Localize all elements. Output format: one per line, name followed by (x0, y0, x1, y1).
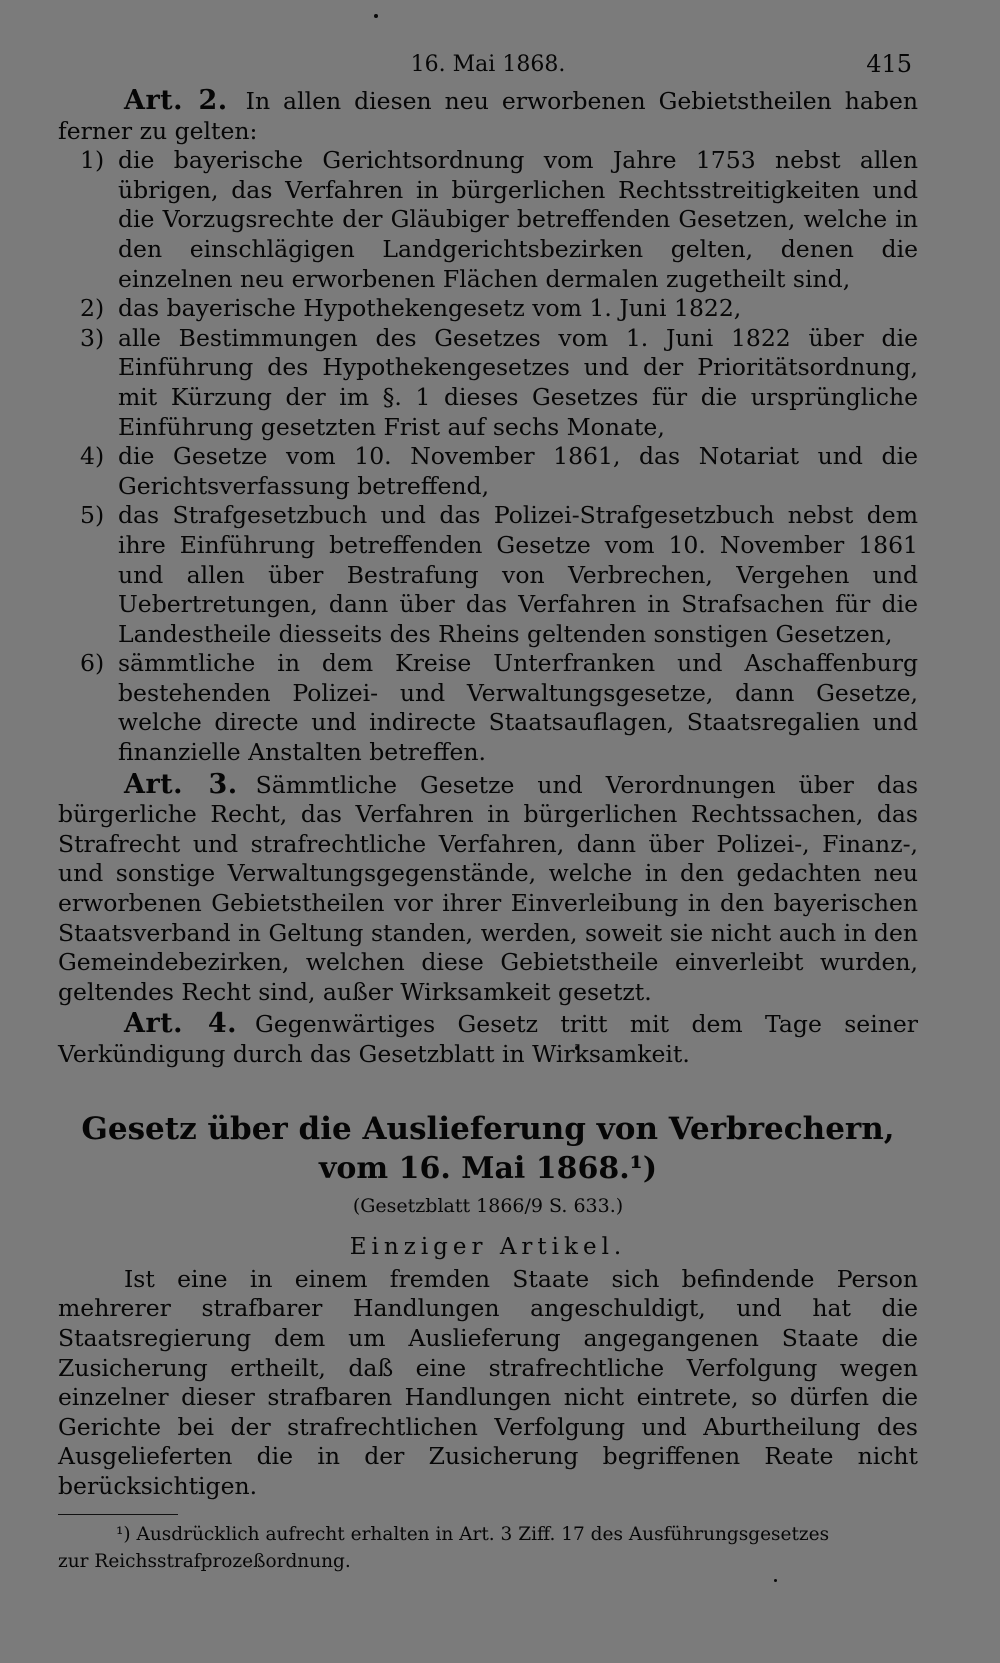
page-content (58, 44, 918, 1575)
article-3-label: Art. 3. (124, 768, 238, 800)
list-item (58, 324, 918, 442)
list-item-number: 6) (80, 649, 105, 678)
page-number: 415 (866, 50, 912, 78)
list-item (58, 294, 918, 324)
list-item-text: die Gesetze vom 10. November 1861, das Notariat und die Gerichtsverfassung betreffend, (118, 442, 918, 500)
article-4-text: Gegenwärtiges Gesetz tritt mit dem Tage seiner Verkündigung durch das Gesetzblatt in Wirksamkeit. (58, 1010, 918, 1068)
print-speck (374, 14, 378, 18)
list-item-number: 5) (80, 501, 105, 530)
list-item-text: das Strafgesetzbuch und das Polizei-Strafgesetzbuch nebst dem ihre Einführung betreffenden Gesetze vom 10. November 1861 und allen über Bestrafung von Verbrechen, Vergehen und Uebertretungen, dann über das Verfahren in Strafsachen für die Landestheile diesseits des Rheins geltenden sonstigen Gesetzen, (118, 501, 918, 648)
law-source-citation: (Gesetzblatt 1866/9 S. 633.) (352, 1194, 624, 1217)
article-4 (58, 1009, 918, 1069)
list-item (58, 146, 918, 294)
print-speck (774, 1579, 777, 1582)
footnote (58, 1521, 918, 1575)
footnote-line-1: ¹) Ausdrücklich aufrecht erhalten in Art. 3 Ziff. 17 des Ausführungsgesetzes (116, 1523, 830, 1545)
list-item-number: 3) (80, 323, 105, 352)
law-title-line-2: vom 16. Mai 1868.¹) (318, 1150, 658, 1186)
law-title (58, 1110, 918, 1188)
header-date: 16. Mai 1868. (410, 52, 566, 77)
list-item (58, 649, 918, 767)
list-item (58, 501, 918, 649)
footnote-line-2: zur Reichsstrafprozeßordnung. (58, 1550, 351, 1572)
list-item-number: 4) (80, 442, 105, 471)
law-title-line-1: Gesetz über die Auslieferung von Verbrechern, (81, 1110, 895, 1147)
footnote-divider (58, 1514, 178, 1515)
list-item-text: sämmtliche in dem Kreise Unterfranken und Aschaffenburg bestehenden Polizei- und Verwaltungsgesetze, dann Gesetze, welche directe und indirecte Staatsauflagen, Staatsregalien und finanzielle Anstalten betreffen. (118, 649, 918, 767)
list-item-text: das bayerische Hypothekengesetz vom 1. Juni 1822, (118, 294, 742, 323)
list-item (58, 442, 918, 501)
section-heading: Einziger Artikel. (349, 1234, 627, 1261)
list-item-text: die bayerische Gerichtsordnung vom Jahre 1753 nebst allen übrigen, das Verfahren in bürgerlichen Rechtsstreitigkeiten und die Vorzugsrechte der Gläubiger betreffenden Gesetzen, welche in den einschlägigen Landgerichtsbezirken gelten, denen die einzelnen neu erworbenen Flächen dermalen zugetheilt sind, (118, 146, 918, 293)
article-3-text: Sämmtliche Gesetze und Verordnungen über das bürgerliche Recht, das Verfahren in bürgerlichen Rechtssachen, das Strafrecht und strafrechtliche Verfahren, dann über Polizei-, Finanz-, und sonstige Verwaltungsgegenstände, welche in den gedachten neu erworbenen Gebietstheilen vor ihrer Einverleibung in den bayerischen Staatsverband in Geltung standen, werden, soweit sie nicht auch in den Gemeindebezirken, welchen diese Gebietstheile einverleibt wurden, geltendes Recht sind, außer Wirksamkeit gesetzt. (58, 770, 919, 1006)
article-2-intro-text: In allen diesen neu erworbenen Gebietstheilen haben ferner zu gelten: (58, 87, 918, 145)
running-header (58, 44, 918, 84)
article-3 (58, 770, 918, 1008)
article-2-list (58, 146, 918, 767)
list-item-number: 1) (80, 146, 105, 175)
list-item-text: alle Bestimmungen des Gesetzes vom 1. Juni 1822 über die Einführung des Hypothekengesetzes und der Prioritätsordnung, mit Kürzung der im §. 1 dieses Gesetzes für die ursprüngliche Einführung gesetzten Frist auf sechs Monate, (118, 323, 918, 441)
article-2-intro (58, 86, 918, 146)
article-4-label: Art. 4. (124, 1008, 238, 1040)
statute-body (58, 86, 918, 1502)
article-2-label: Art. 2. (124, 85, 228, 116)
list-item-number: 2) (80, 294, 105, 323)
law-text: Ist eine in einem fremden Staate sich befindende Person mehrerer strafbarer Handlungen angeschuldigt, und hat die Staatsregierung dem um Auslieferung angegangenen Staate die Zusicherung ertheilt, daß eine strafrechtliche Verfolgung wegen einzelner dieser strafbaren Handlungen nicht eintrete, so dürfen die Gerichte bei der strafrechtlichen Verfolgung und Aburtheilung des Ausgelieferten die in der Zusicherung begriffenen Reate nicht berücksichtigen. (58, 1264, 918, 1500)
